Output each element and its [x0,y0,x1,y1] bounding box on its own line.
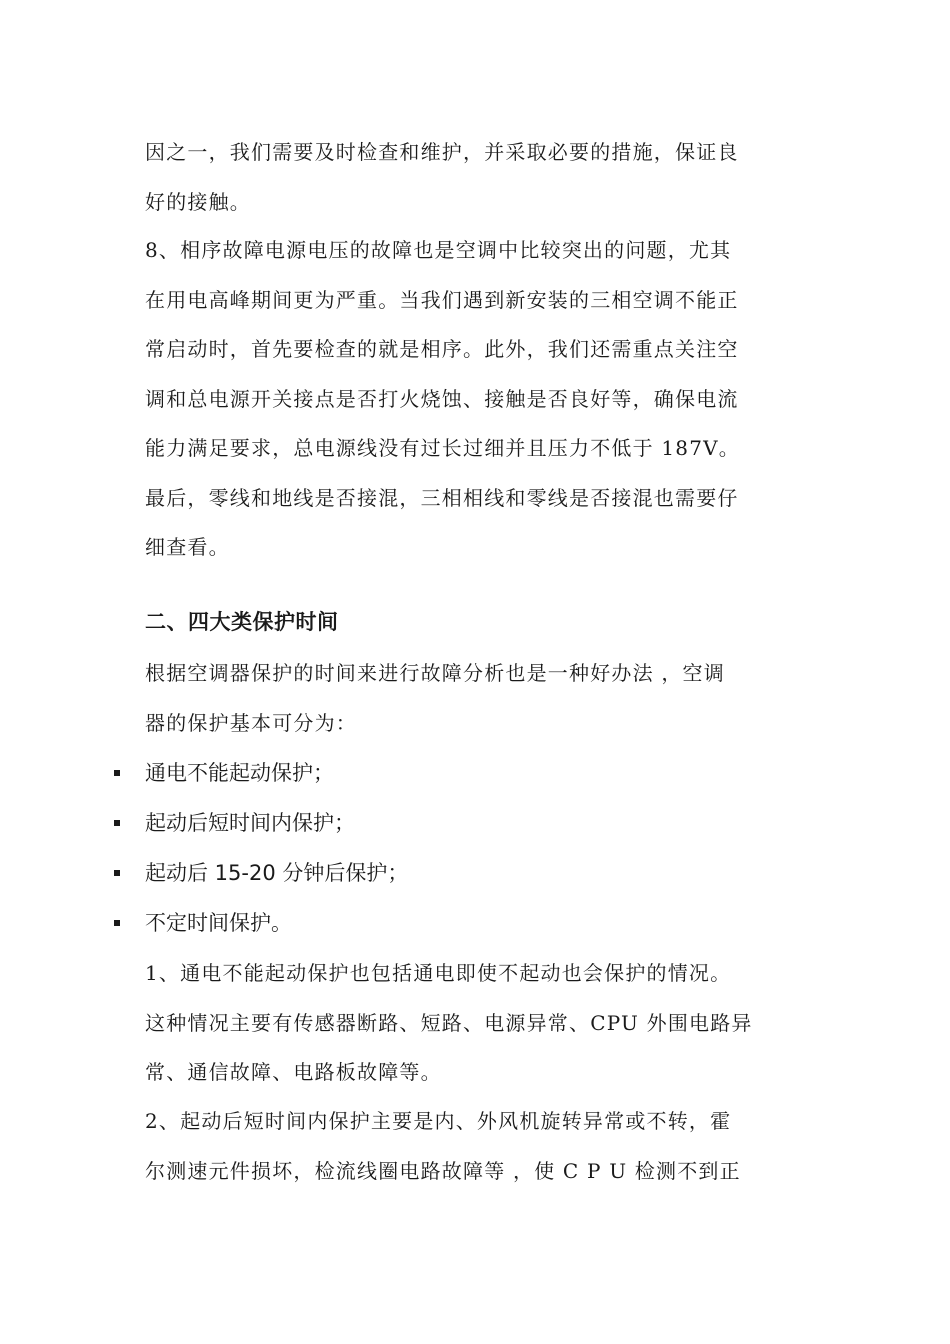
text-line: 最后，零线和地线是否接混，三相相线和零线是否接混也需要仔 [145,485,739,510]
list-item-text: 通电不能起动保护； [145,761,334,785]
text-line: 细查看。 [145,535,230,559]
text-line: 这种情况主要有传感器断路、短路、电源异常、CPU 外围电路异 [145,1010,753,1035]
list-item-text: 起动后 15-20 分钟后保护； [145,861,409,885]
bullet-icon [114,920,120,926]
section-heading: 二、四大类保护时间 [145,610,339,634]
text-line: 器的保护基本可分为： [145,710,357,735]
text-line: 在用电高峰期间更为严重。当我们遇到新安装的三相空调不能正 [145,287,739,312]
list-item-text: 不定时间保护。 [145,911,292,935]
text-line: 1、通电不能起动保护也包括通电即使不起动也会保护的情况。 [145,961,732,985]
text-line: 根据空调器保护的时间来进行故障分析也是一种好办法 ，空调 [145,661,725,685]
bullet-icon [114,820,120,826]
text-line: 常启动时，首先要检查的就是相序。此外，我们还需重点关注空 [145,337,739,361]
paragraph-intro [145,649,805,748]
list-item-text: 起动后短时间内保护； [145,811,355,835]
text-line: 8、相序故障电源电压的故障也是空调中比较突出的问题，尤其 [145,238,732,262]
bullet-icon [114,770,120,776]
text-line: 尔测速元件损坏，检流线圈电路故障等 ，使 C P U 检测不到正 [145,1158,741,1183]
text-line: 因之一，我们需要及时检查和维护，并采取必要的措施，保证良 [145,140,739,164]
text-line: 常、通信故障、电路板故障等。 [145,1060,442,1084]
text-line: 调和总电源开关接点是否打火烧蚀、接触是否良好等，确保电流 [145,386,739,411]
paragraph-phase-sequence [145,226,805,573]
paragraph-short-time-protection [145,1097,805,1196]
bullet-icon [114,870,120,876]
paragraph-contact-maintenance [145,128,805,227]
paragraph-power-on-protection [145,949,805,1098]
text-line: 好的接触。 [145,189,251,214]
text-line: 能力满足要求，总电源线没有过长过细并且压力不低于 187V。 [145,436,740,460]
text-line: 2、起动后短时间内保护主要是内、外风机旋转异常或不转，霍 [145,1109,732,1133]
